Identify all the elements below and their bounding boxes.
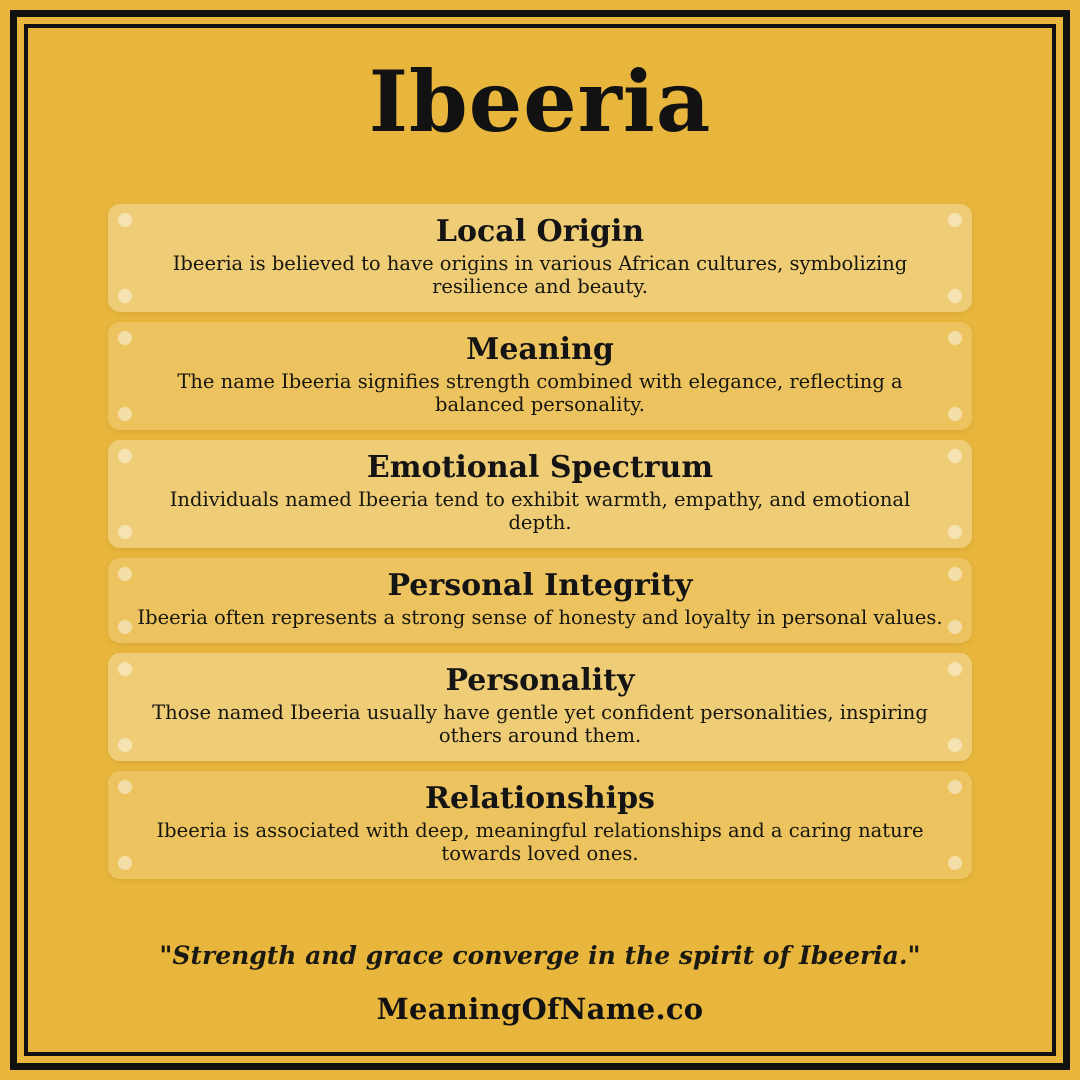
corner-dot-icon <box>118 407 132 421</box>
section-heading: Emotional Spectrum <box>366 450 714 486</box>
section-heading: Meaning <box>466 332 614 368</box>
section-text: Those named Ibeeria usually have gentle yet confident personalities, inspiring others around them. <box>152 701 928 748</box>
corner-dot-icon <box>948 738 962 752</box>
corner-dot-icon <box>948 407 962 421</box>
section-heading: Local Origin <box>435 214 645 250</box>
section-heading: Personality <box>445 663 635 699</box>
section-text: The name Ibeeria signifies strength combined with elegance, reflecting a balanced personality. <box>177 370 903 417</box>
corner-dot-icon <box>118 620 132 634</box>
corner-dot-icon <box>118 525 132 539</box>
section-text: Ibeeria often represents a strong sense of honesty and loyalty in personal values. <box>137 606 943 630</box>
brand-name: MeaningOfName.co <box>376 992 704 1026</box>
poster-content <box>30 30 1050 1050</box>
section-text: Ibeeria is associated with deep, meaningful relationships and a caring nature towards loved ones. <box>156 819 924 866</box>
section-card-emotional-spectrum <box>108 440 972 548</box>
section-text: Ibeeria is believed to have origins in various African cultures, symbolizing resilience and beauty. <box>172 252 908 299</box>
section-heading: Relationships <box>425 781 655 817</box>
section-card-personality <box>108 653 972 761</box>
section-card-personal-integrity <box>108 558 972 643</box>
corner-dot-icon <box>948 620 962 634</box>
section-heading: Personal Integrity <box>387 568 693 604</box>
sections-list <box>108 204 972 879</box>
corner-dot-icon <box>948 525 962 539</box>
poster-footer <box>108 941 972 1050</box>
tagline-quote: "Strength and grace converge in the spirit of Ibeeria." <box>159 941 921 970</box>
corner-dot-icon <box>118 738 132 752</box>
section-card-relationships <box>108 771 972 879</box>
section-card-meaning <box>108 322 972 430</box>
corner-dot-icon <box>118 289 132 303</box>
corner-dot-icon <box>948 856 962 870</box>
corner-dot-icon <box>948 289 962 303</box>
page-title: Ibeeria <box>368 52 712 151</box>
section-text: Individuals named Ibeeria tend to exhibit warmth, empathy, and emotional depth. <box>169 488 911 535</box>
corner-dot-icon <box>118 856 132 870</box>
section-card-local-origin <box>108 204 972 312</box>
